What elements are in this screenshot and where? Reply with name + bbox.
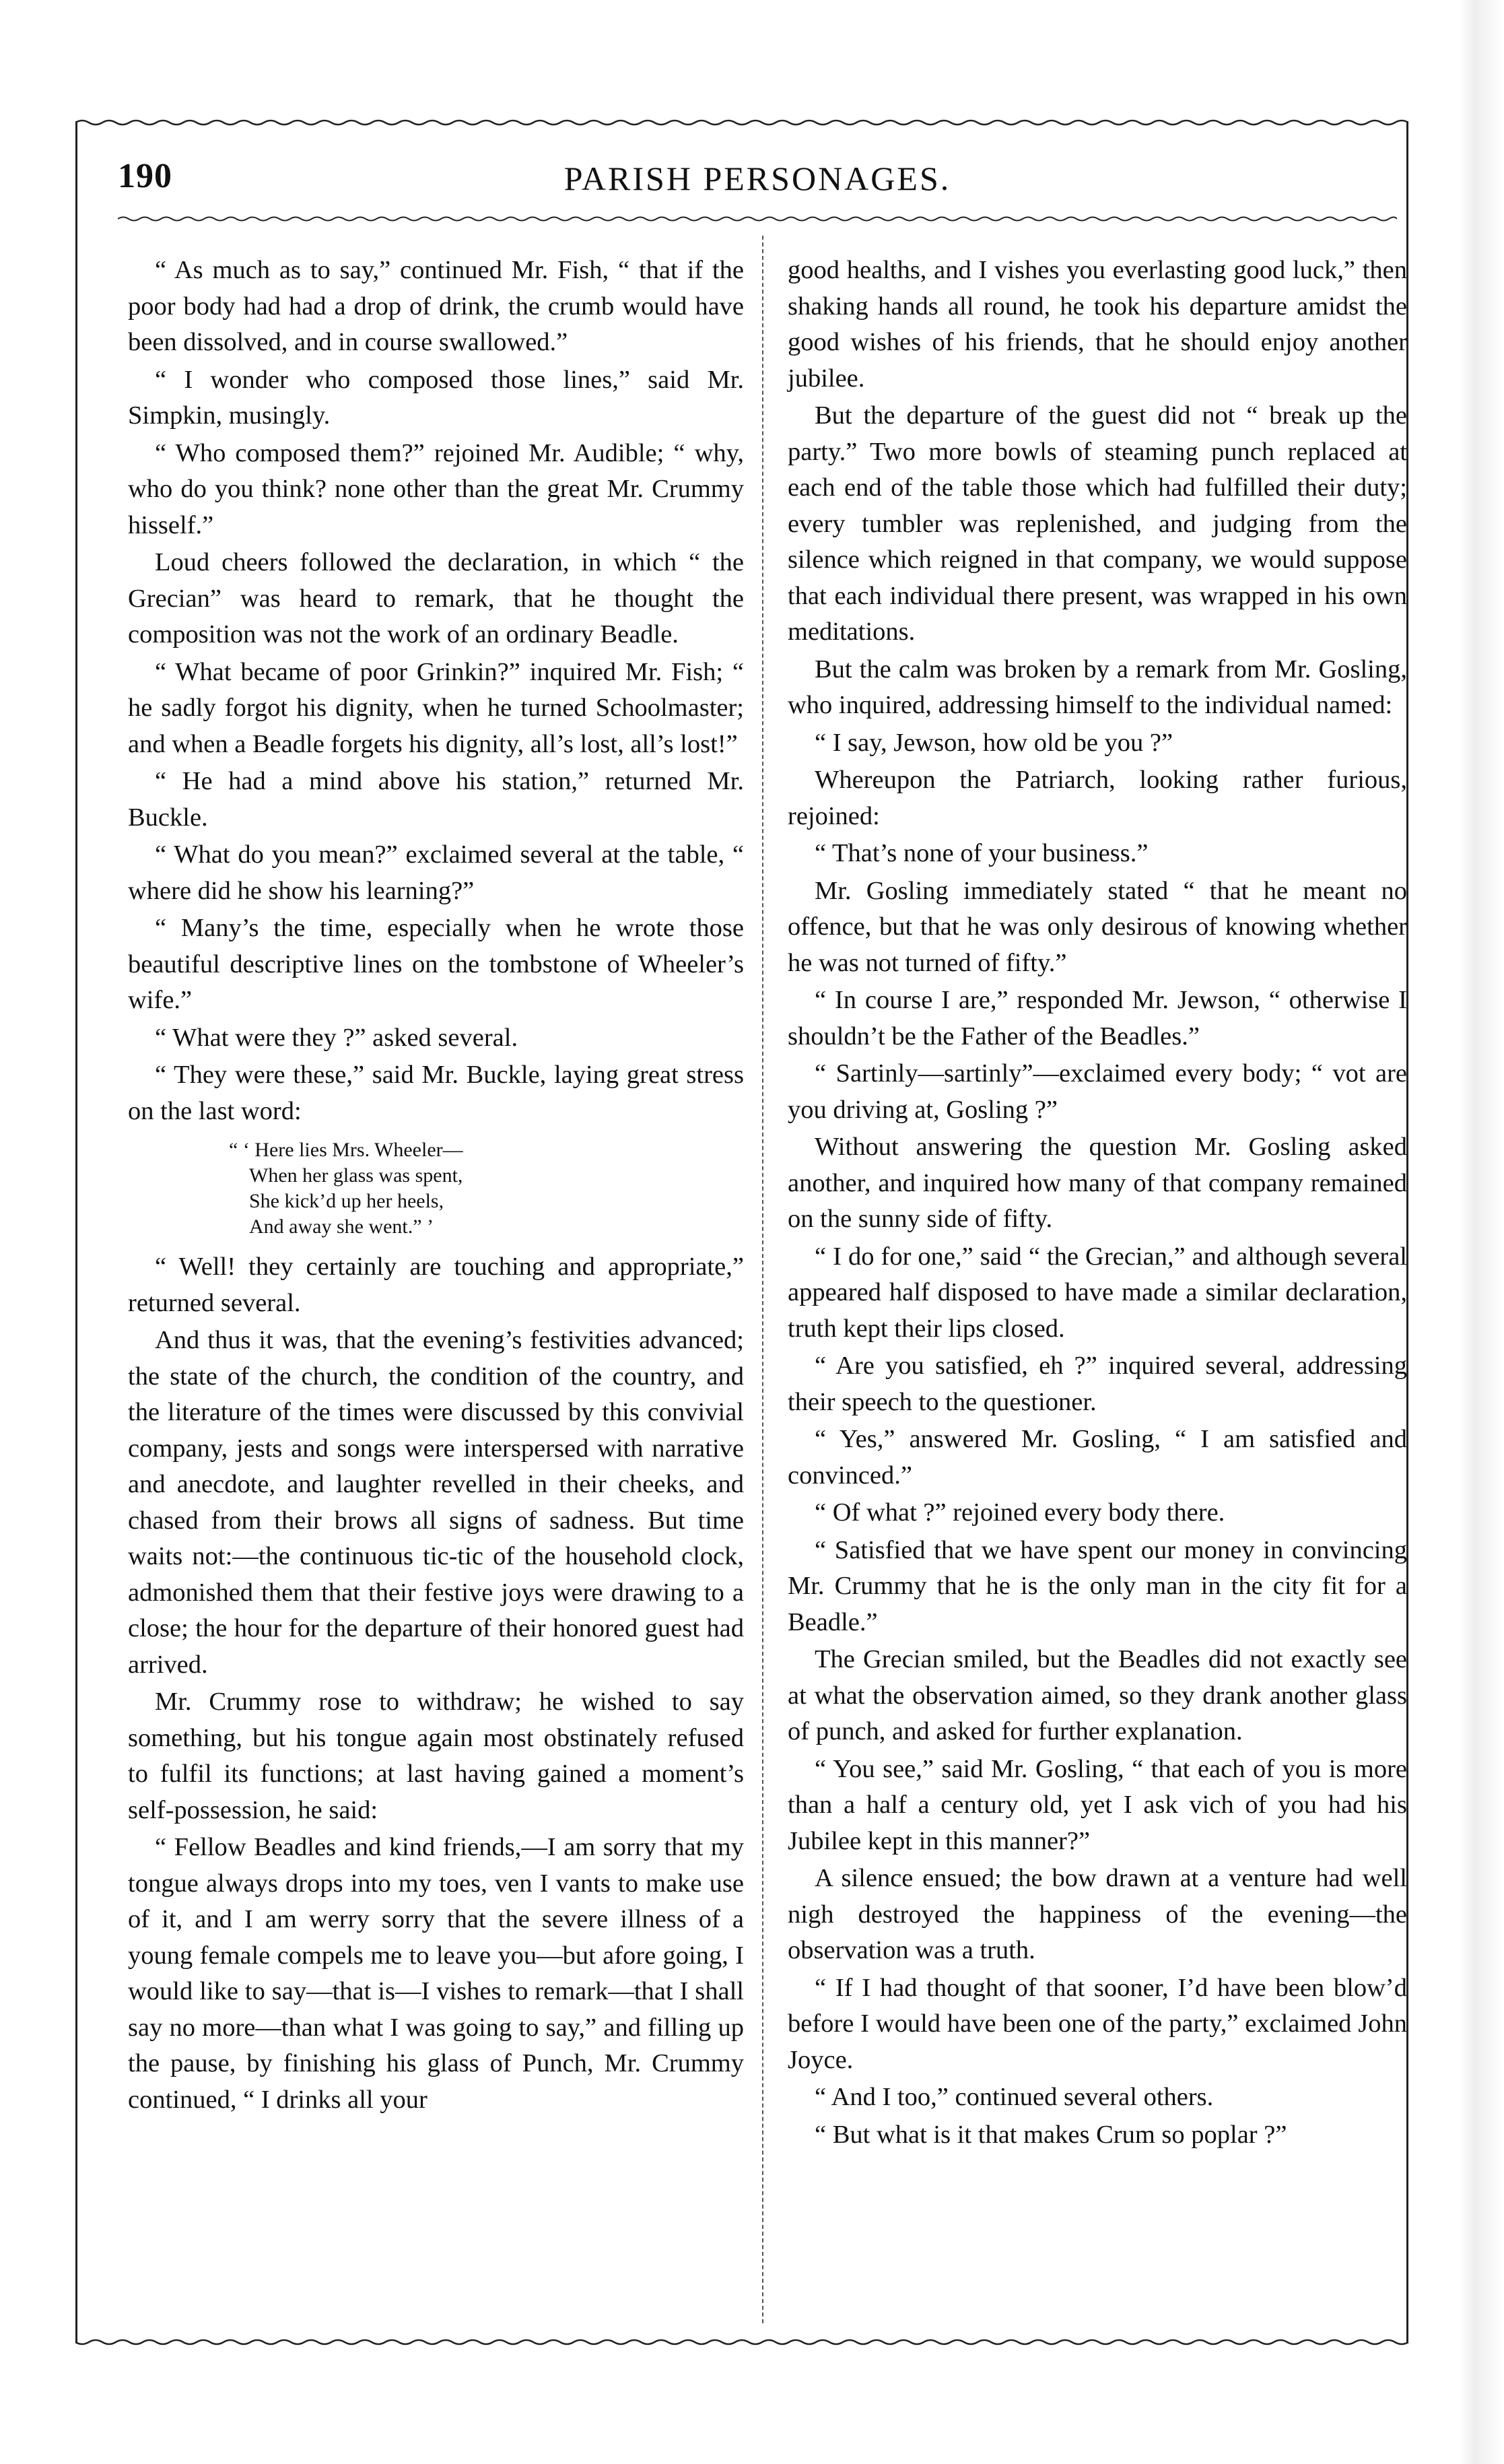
paragraph: The Grecian smiled, but the Beadles did not exactly see at what the observation aimed, so they drank another glass of punch, and asked for further explanation. <box>788 1645 1407 1745</box>
verse-line: And away she went.” ’ <box>249 1216 434 1238</box>
page-number: 190 <box>118 157 172 195</box>
paragraph: “ In course I are,” responded Mr. Jewson, “ otherwise I shouldn’t be the Father of the Beadles.” <box>788 986 1407 1051</box>
paragraph: “ As much as to say,” continued Mr. Fish, “ that if the poor body had had a drop of drink, the crumb would have been dissolved, and in course swallowed.” <box>128 256 744 356</box>
paragraph: “ They were these,” said Mr. Buckle, laying great stress on the last word: <box>128 1061 744 1125</box>
paragraph: “ Well! they certainly are touching and appropriate,” returned several. <box>128 1253 744 1317</box>
paragraph: “ He had a mind above his station,” returned Mr. Buckle. <box>128 767 744 832</box>
paragraph: But the calm was broken by a remark from Mr. Gosling, who inquired, addressing himself to the individual named: <box>788 655 1407 719</box>
paragraph: “ I wonder who composed those lines,” said Mr. Simpkin, musingly. <box>128 365 744 430</box>
paragraph: Whereupon the Patriarch, looking rather furious, rejoined: <box>788 766 1407 830</box>
paragraph: “ I say, Jewson, how old be you ?” <box>815 728 1173 757</box>
paragraph: And thus it was, that the evening’s festivities advanced; the state of the church, the condition of the country, and the literature of the times were discussed by this convivial company, jests and songs were interspersed with narrative and anecdote, and laughter revelled in their cheeks, and chased from their brows all signs of sadness. But time waits not:—the continuous tic-tic of the household clock, admonished them that their festive joys were drawing to a close; the hour for the departure of their honored guest had arrived. <box>128 1326 744 1679</box>
paragraph: “ What were they ?” asked several. <box>155 1023 518 1052</box>
left-column <box>128 253 744 2118</box>
paragraph: “ I do for one,” said “ the Grecian,” and although several appeared half disposed to have made a similar declaration, truth kept their lips closed. <box>788 1242 1407 1343</box>
paragraph: “ Who composed them?” rejoined Mr. Audible; “ why, who do you think? none other than the great Mr. Crummy hisself.” <box>128 438 744 539</box>
paragraph: “ Many’s the time, especially when he wrote those beautiful descriptive lines on the tombstone of Wheeler’s wife.” <box>128 914 744 1014</box>
paragraph: “ You see,” said Mr. Gosling, “ that each of you is more than a half a century old, yet I ask vich of you had his Jubilee kept in this manner?” <box>788 1754 1407 1855</box>
paragraph: A silence ensued; the bow drawn at a venture had well nigh destroyed the happiness of the evening—the observation was a truth. <box>788 1864 1407 1964</box>
bottom-ornamental-rule <box>75 2338 1408 2346</box>
paragraph: “ Sartinly—sartinly”—exclaimed every body; “ vot are you driving at, Gosling ?” <box>788 1059 1407 1124</box>
paragraph: “ What became of poor Grinkin?” inquired Mr. Fish; “ he sadly forgot his dignity, when he turned Schoolmaster; and when a Beadle forgets his dignity, all’s lost, all’s lost!” <box>128 657 744 758</box>
paragraph: “ That’s none of your business.” <box>815 839 1149 867</box>
paragraph: “ Of what ?” rejoined every body there. <box>815 1498 1225 1527</box>
header-ornamental-rule <box>118 215 1397 222</box>
paragraph: “ Satisfied that we have spent our money in convincing Mr. Crummy that he is the only man in the city fit for a Beadle.” <box>788 1535 1407 1636</box>
paragraph: “ Yes,” answered Mr. Gosling, “ I am satisfied and convinced.” <box>788 1425 1407 1490</box>
column-divider <box>762 236 765 2323</box>
paragraph: Mr. Crummy rose to withdraw; he wished to say something, but his tongue again most obstinately refused to fulfil its functions; at last having gained a moment’s self-possession, he said: <box>128 1688 744 1824</box>
paragraph: “ And I too,” continued several others. <box>815 2083 1214 2111</box>
paragraph: “ If I had thought of that sooner, I’d have been blow’d before I would have been one of the party,” exclaimed John Joyce. <box>788 1973 1407 2074</box>
verse-line: When her glass was spent, <box>249 1164 463 1187</box>
paragraph: Loud cheers followed the declaration, in which “ the Grecian” was heard to remark, that he thought the composition was not the work of an ordinary Beadle. <box>128 548 744 648</box>
paragraph: Mr. Gosling immediately stated “ that he meant no offence, but that he was only desirous of knowing whether he was not turned of fifty.” <box>788 876 1407 977</box>
verse-line: She kick’d up her heels, <box>249 1190 444 1212</box>
running-title: PARISH PERSONAGES. <box>563 160 951 197</box>
paragraph: good healths, and I vishes you everlasting good luck,” then shaking hands all round, he took his departure amidst the good wishes of his friends, that he should enjoy another jubilee. <box>788 256 1407 393</box>
paragraph: “ Are you satisfied, eh ?” inquired several, addressing their speech to the questioner. <box>788 1352 1407 1416</box>
page-edge-shadow <box>1430 0 1504 2464</box>
paragraph: “ But what is it that makes Crum so poplar ?” <box>815 2120 1287 2149</box>
paragraph: “ What do you mean?” exclaimed several at the table, “ where did he show his learning?” <box>128 840 744 905</box>
verse-line: “ ‘ Here lies Mrs. Wheeler— <box>229 1139 463 1161</box>
epitaph-verse <box>128 1137 744 1240</box>
page-header <box>118 156 1397 210</box>
paragraph: But the departure of the guest did not “ break up the party.” Two more bowls of steaming punch replaced at each end of the table those which had fulfilled their duty; every tumbler was replenished, and judging from the silence which reigned in that company, we would suppose that each individual there present, was wrapped in his own meditations. <box>788 401 1407 646</box>
right-column <box>788 253 1407 2153</box>
paragraph: Without answering the question Mr. Gosling asked another, and inquired how many of that company remained on the sunny side of fifty. <box>788 1133 1407 1233</box>
paragraph: “ Fellow Beadles and kind friends,—I am sorry that my tongue always drops into my toes, ven I vants to make use of it, and I am werry sorry that the severe illness of a young female compels me to leave you—but afore going, I would like to say—that is—I vishes to remark—that I shall say no more—than what I was going to say,” and filling up the pause, by finishing his glass of Punch, Mr. Crummy continued, “ I drinks all your <box>128 1833 744 2114</box>
